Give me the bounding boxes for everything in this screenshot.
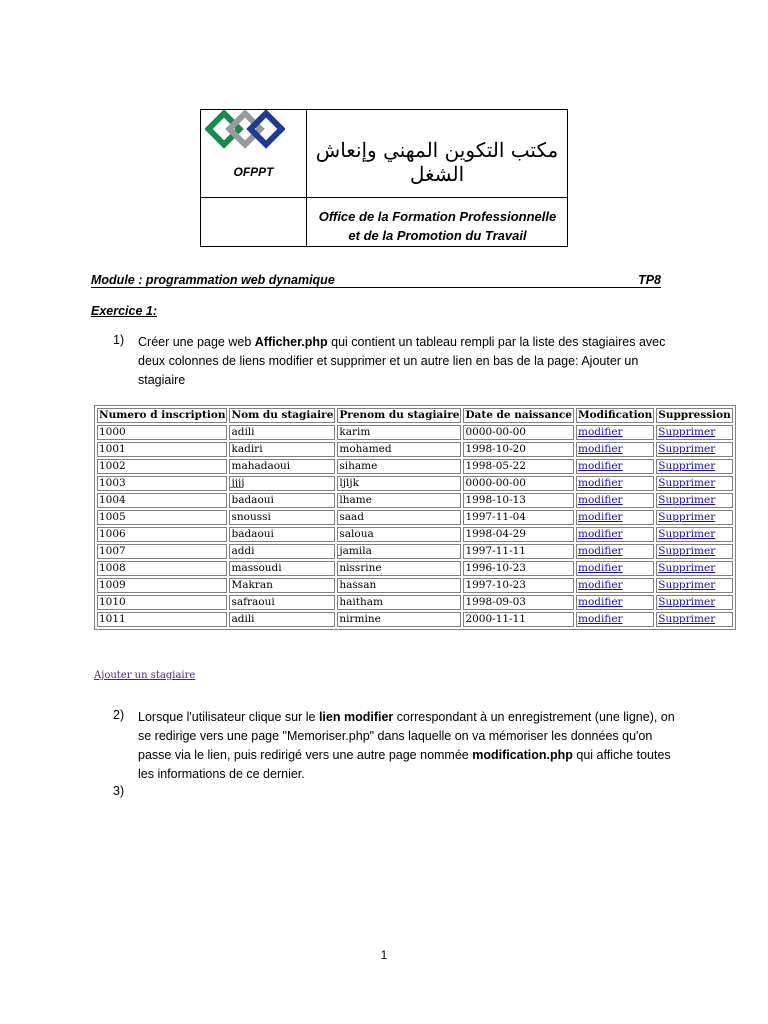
office-line-2: et de la Promotion du Travail (348, 228, 527, 243)
modifier-link[interactable]: modifier (576, 425, 654, 440)
table-cell: 1998-10-13 (463, 493, 574, 508)
table-cell: kadiri (229, 442, 335, 457)
page-number: 1 (380, 948, 388, 962)
item-number: 2) (113, 708, 125, 722)
table-cell: hassan (337, 578, 461, 593)
column-header: Modification (577, 409, 653, 421)
text-run: Lorsque l'utilisateur clique sur le (138, 710, 319, 724)
item-2-text (138, 708, 678, 784)
table-cell: badaoui (229, 493, 335, 508)
text-run: correspondant à un enregistrement (une ligne), on se redirige vers une page "Memoriser.php" dans laquelle on va mémoriser les données qu'on passe via le lien, puis redirigé vers une autre page nommée (138, 710, 675, 762)
table-row (97, 425, 733, 440)
office-name (307, 198, 568, 245)
column-header: Nom du stagiaire (231, 409, 334, 421)
ofppt-logo-icon (205, 110, 285, 156)
column-header: Prenom du stagiaire (339, 409, 460, 421)
table-row (97, 544, 733, 559)
table-cell: jamila (337, 544, 461, 559)
table-row (97, 442, 733, 457)
supprimer-link[interactable]: Supprimer (656, 442, 733, 457)
table-cell: 1996-10-23 (463, 561, 574, 576)
table-cell: 1998-05-22 (463, 459, 574, 474)
text-run: Créer une page web (138, 335, 255, 349)
table-row (97, 612, 733, 627)
add-stagiaire-link[interactable]: Ajouter un stagiaire (94, 670, 196, 681)
exercise-title: Exercice 1: (91, 304, 158, 318)
item-number: 3) (113, 784, 125, 798)
table-row (97, 578, 733, 593)
supprimer-link[interactable]: Supprimer (656, 561, 733, 576)
org-short-name: OFPPT (233, 165, 274, 179)
table-cell: badaoui (229, 527, 335, 542)
table-cell: 1003 (97, 476, 227, 491)
table-cell: jjjj (229, 476, 335, 491)
column-header: Numero d inscription (99, 409, 226, 421)
table-cell: adili (229, 612, 335, 627)
table-cell: adili (229, 425, 335, 440)
table-row (97, 493, 733, 508)
supprimer-link[interactable]: Supprimer (656, 476, 733, 491)
table-cell: 1006 (97, 527, 227, 542)
text-bold: Afficher.php (254, 335, 328, 349)
table-cell: 1001 (97, 442, 227, 457)
text-bold: lien modifier (318, 710, 394, 724)
table-row (97, 510, 733, 525)
table-cell: ljljk (337, 476, 461, 491)
modifier-link[interactable]: modifier (576, 612, 654, 627)
table-cell: karim (337, 425, 461, 440)
table-row (97, 527, 733, 542)
table-cell: addi (229, 544, 335, 559)
modifier-link[interactable]: modifier (576, 493, 654, 508)
column-header: Suppression (658, 409, 731, 421)
supprimer-link[interactable]: Supprimer (656, 612, 733, 627)
modifier-link[interactable]: modifier (576, 527, 654, 542)
module-label: Module : programmation web dynamique (91, 273, 335, 287)
modifier-link[interactable]: modifier (576, 544, 654, 559)
text-run: qui affiche toutes les informations de ce dernier. (138, 748, 671, 781)
table-cell: 1007 (97, 544, 227, 559)
table-cell: 1009 (97, 578, 227, 593)
item-number: 1) (113, 333, 125, 347)
supprimer-link[interactable]: Supprimer (656, 510, 733, 525)
table-cell: snoussi (229, 510, 335, 525)
table-cell: 1997-11-04 (463, 510, 574, 525)
modifier-link[interactable]: modifier (576, 459, 654, 474)
item-1-text (138, 333, 678, 390)
arabic-org-name: مكتب التكوين المهني وإنعاش الشغل (315, 138, 559, 186)
supprimer-link[interactable]: Supprimer (656, 493, 733, 508)
table-row (97, 459, 733, 474)
supprimer-link[interactable]: Supprimer (656, 544, 733, 559)
modifier-link[interactable]: modifier (576, 476, 654, 491)
tp-label: TP8 (638, 273, 661, 287)
table-row (97, 476, 733, 491)
table-cell: 1998-09-03 (463, 595, 574, 610)
module-title (91, 273, 661, 288)
table-cell: sihame (337, 459, 461, 474)
table-cell: mahadaoui (229, 459, 335, 474)
table-cell: nirmine (337, 612, 461, 627)
supprimer-link[interactable]: Supprimer (656, 595, 733, 610)
table-cell: massoudi (229, 561, 335, 576)
table-cell: 2000-11-11 (463, 612, 574, 627)
table-cell: 1008 (97, 561, 227, 576)
column-header: Date de naissance (465, 409, 572, 421)
table-cell: 1000 (97, 425, 227, 440)
table-row (97, 595, 733, 610)
table-header-row (97, 408, 733, 423)
supprimer-link[interactable]: Supprimer (656, 578, 733, 593)
modifier-link[interactable]: modifier (576, 561, 654, 576)
supprimer-link[interactable]: Supprimer (656, 527, 733, 542)
table-cell: 1997-11-11 (463, 544, 574, 559)
table-cell: 1004 (97, 493, 227, 508)
office-line-1: Office de la Formation Professionnelle (318, 209, 557, 224)
modifier-link[interactable]: modifier (576, 510, 654, 525)
table-cell: haitham (337, 595, 461, 610)
table-cell: Makran (229, 578, 335, 593)
supprimer-link[interactable]: Supprimer (656, 459, 733, 474)
text-bold: modification.php (472, 748, 573, 762)
table-cell: saad (337, 510, 461, 525)
table-cell: saloua (337, 527, 461, 542)
modifier-link[interactable]: modifier (576, 595, 654, 610)
table-cell: safraoui (229, 595, 335, 610)
modifier-link[interactable]: modifier (576, 442, 654, 457)
header-box (200, 109, 568, 247)
table-row (97, 561, 733, 576)
table-cell: nissrine (337, 561, 461, 576)
table-cell: 1010 (97, 595, 227, 610)
supprimer-link[interactable]: Supprimer (656, 425, 733, 440)
table-cell: 0000-00-00 (463, 425, 574, 440)
table-cell: 1998-10-20 (463, 442, 574, 457)
table-cell: mohamed (337, 442, 461, 457)
table-cell: lhame (337, 493, 461, 508)
table-cell: 1997-10-23 (463, 578, 574, 593)
table-cell: 1011 (97, 612, 227, 627)
table-cell: 1998-04-29 (463, 527, 574, 542)
table-cell: 0000-00-00 (463, 476, 574, 491)
stagiaires-table (94, 405, 736, 630)
text-run: qui contient un tableau rempli par la liste des stagiaires avec deux colonnes de liens modifier et supprimer et un autre lien en bas de la page: Ajouter un stagiaire (138, 335, 666, 387)
modifier-link[interactable]: modifier (576, 578, 654, 593)
table-cell: 1002 (97, 459, 227, 474)
table-cell: 1005 (97, 510, 227, 525)
